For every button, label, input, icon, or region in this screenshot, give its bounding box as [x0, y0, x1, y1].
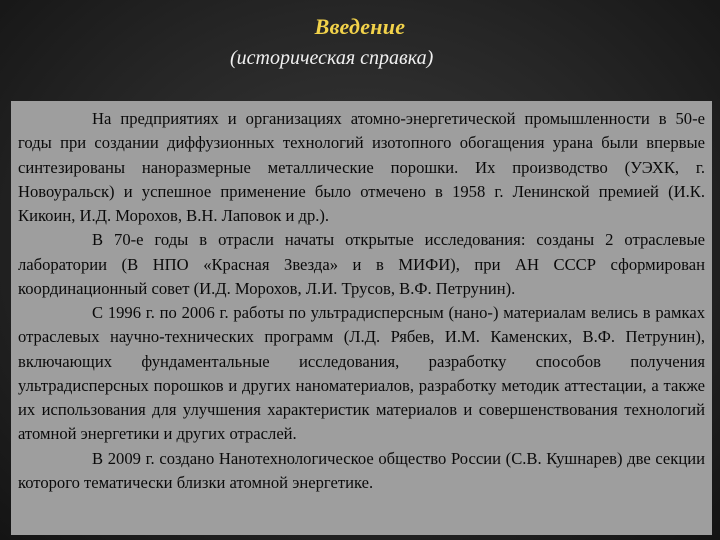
slide-title: Введение [314, 14, 406, 39]
paragraph-2: В 70-е годы в отрасли начаты открытые исследования: созданы 2 отраслевые лаборатории (В НПО «Красная Звезда» и в МИФИ), при АН СССР сформирован координационный совет (И.Д. Морохов, Л.И. Трусов, В.Ф. Петрунин). [18, 230, 705, 298]
slide-subtitle: (историческая справка) [230, 47, 434, 69]
body-text-box [11, 101, 712, 535]
paragraph-1: На предприятиях и организациях атомно-энергетической промышленности в 50-е годы при создании диффузионных технологий изотопного обогащения урана были впервые синтезированы наноразмерные металлические порошки. Их производство (УЭХК, г. Новоуральск) и успешное применение было отмечено в 1958 г. Ленинской премией (И.К. Кикоин, И.Д. Морохов, В.Н. Лаповок и др.). [18, 109, 705, 225]
paragraph-3: С 1996 г. по 2006 г. работы по ультрадисперсным (нано-) материалам велись в рамках отраслевых научно-технических программ (Л.Д. Рябев, И.М. Каменских, В.Ф. Петрунин), включающих фундаментальные исследования, разработку способов получения ультрадисперсных порошков и других наноматериалов, разработку методик аттестации, а также их использования для улучшения характеристик материалов и совершенствования технологий атомной энергетики и других отраслей. [18, 303, 705, 444]
paragraph-4: В 2009 г. создано Нанотехнологическое общество России (С.В. Кушнарев) две секции которого тематически близки атомной энергетике. [18, 448, 705, 492]
